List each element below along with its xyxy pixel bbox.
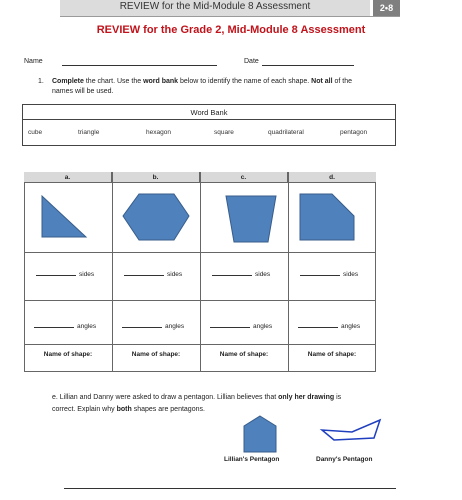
question-e-label: e. (52, 394, 58, 401)
text-segment: the chart. Use the (83, 78, 144, 85)
name-of-shape-a: Name of shape: (43, 351, 93, 358)
emphasis-both: both (116, 406, 132, 413)
emphasis-word-bank: word bank (143, 78, 179, 85)
emphasis-not-all: Not all (311, 78, 333, 85)
word-hexagon: hexagon (146, 129, 171, 136)
sides-blank[interactable] (212, 275, 252, 276)
word-triangle: triangle (78, 129, 100, 136)
shapes-row (24, 184, 376, 252)
word-bank-title: Word Bank (190, 108, 228, 117)
lillian-pentagon (230, 414, 290, 454)
sides-answer-c[interactable] (212, 271, 270, 278)
sides-label: sides (255, 271, 271, 278)
page-title: REVIEW for the Grade 2, Mid-Module 8 Assessment (96, 24, 366, 36)
hexagon-shape (123, 194, 189, 240)
sides-blank[interactable] (124, 275, 164, 276)
word-pentagon: pentagon (340, 129, 368, 136)
word-bank-divider (22, 119, 396, 120)
column-header-a: a. (24, 172, 112, 183)
sides-answer-d[interactable] (300, 271, 358, 278)
name-of-shape-d: Name of shape: (307, 351, 357, 358)
name-of-shape-c: Name of shape: (219, 351, 269, 358)
name-label: Name (24, 58, 43, 65)
column-header-b: b. (112, 172, 200, 183)
danny-caption: Danny's Pentagon (316, 456, 373, 463)
running-title: REVIEW for the Mid-Module 8 Assessment (119, 1, 311, 12)
word-square: square (214, 129, 234, 136)
row-divider (24, 344, 376, 345)
angles-blank[interactable] (34, 327, 74, 328)
sides-label: sides (167, 271, 183, 278)
question-1-line-2: names will be used. (52, 88, 114, 95)
name-field[interactable] (62, 65, 217, 66)
sides-label: sides (79, 271, 95, 278)
pentagon-shape (300, 194, 354, 240)
answer-line[interactable] (64, 488, 396, 489)
triangle-shape (42, 196, 86, 237)
sides-answer-b[interactable] (124, 271, 182, 278)
word-cube: cube (28, 129, 43, 136)
text-segment: Lillian and Danny were asked to draw a pentagon. Lillian believes that (59, 394, 279, 401)
angles-label: angles (341, 323, 361, 330)
angles-label: angles (165, 323, 185, 330)
date-label: Date (244, 58, 259, 65)
row-divider (24, 252, 376, 253)
lillian-caption: Lillian's Pentagon (224, 456, 280, 463)
name-of-shape-b: Name of shape: (131, 351, 181, 358)
angles-label: angles (253, 323, 273, 330)
text-segment: of the (332, 78, 353, 85)
angles-answer-d[interactable] (298, 323, 360, 330)
question-e-line-2 (52, 404, 205, 416)
column-header-d: d. (288, 172, 376, 183)
angles-blank[interactable] (122, 327, 162, 328)
text-segment: is (334, 394, 342, 401)
header-rule (60, 16, 400, 17)
danny-pentagon-shape (322, 420, 380, 440)
sides-blank[interactable] (300, 275, 340, 276)
column-header-c: c. (200, 172, 288, 183)
sides-label: sides (343, 271, 359, 278)
question-number: 1. (38, 78, 44, 85)
angles-blank[interactable] (210, 327, 250, 328)
sides-answer-a[interactable] (36, 271, 94, 278)
row-divider (24, 300, 376, 301)
angles-answer-b[interactable] (122, 323, 184, 330)
lillian-pentagon-shape (244, 416, 276, 452)
text-segment: below to identify the name of each shape. (178, 78, 312, 85)
question-e-line-1 (52, 392, 341, 404)
angles-answer-c[interactable] (210, 323, 272, 330)
angles-blank[interactable] (298, 327, 338, 328)
quadrilateral-shape (226, 196, 276, 242)
emphasis-complete: Complete (52, 78, 84, 85)
angles-answer-a[interactable] (34, 323, 96, 330)
word-quadrilateral: quadrilateral (268, 129, 304, 136)
module-badge: 2•8 (373, 0, 400, 16)
text-segment: shapes are pentagons. (131, 406, 205, 413)
emphasis-only-her-drawing: only her drawing (278, 394, 335, 401)
text-segment: correct. Explain why (52, 406, 117, 413)
danny-pentagon (318, 418, 388, 446)
sides-blank[interactable] (36, 275, 76, 276)
angles-label: angles (77, 323, 97, 330)
date-field[interactable] (262, 65, 354, 66)
